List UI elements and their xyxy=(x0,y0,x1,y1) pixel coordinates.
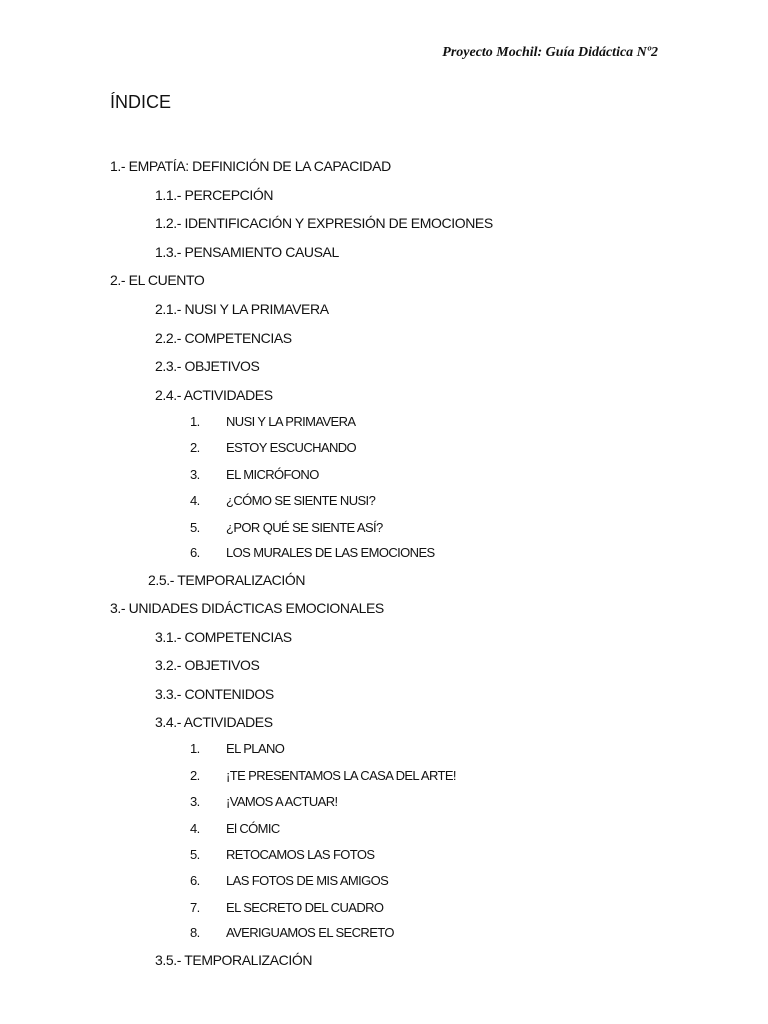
toc-entry xyxy=(190,440,356,455)
toc-entry xyxy=(190,545,435,560)
toc-entry-text: El CÓMIC xyxy=(226,821,280,836)
toc-entry-text: 1.2.- IDENTIFICACIÓN Y EXPRESIÓN DE EMOCIONES xyxy=(155,215,493,231)
toc-entry-number: 3. xyxy=(190,467,200,482)
toc-entry-number: 4. xyxy=(190,493,200,508)
toc-entry xyxy=(155,629,292,645)
toc-entry xyxy=(155,244,339,260)
toc-entry-number: 8. xyxy=(190,925,200,940)
toc-entry xyxy=(155,215,493,231)
toc-entry-text: 3.3.- CONTENIDOS xyxy=(155,686,274,702)
toc-entry-text: 2.5.- TEMPORALIZACIÓN xyxy=(148,572,306,588)
toc-entry-text: ¡TE PRESENTAMOS LA CASA DEL ARTE! xyxy=(226,768,456,783)
toc-entry-text: 2.4.- ACTIVIDADES xyxy=(155,387,273,403)
toc-entry-number: 6. xyxy=(190,545,200,560)
toc-entry xyxy=(190,467,319,482)
toc-entry-text: 3.- UNIDADES DIDÁCTICAS EMOCIONALES xyxy=(110,600,384,616)
toc-entry xyxy=(155,330,292,346)
toc-entry xyxy=(190,794,338,809)
toc-entry-number: 5. xyxy=(190,847,200,862)
toc-entry-text: ¿CÓMO SE SIENTE NUSI? xyxy=(226,493,376,508)
toc-entry-number: 1. xyxy=(190,414,200,429)
toc-entry xyxy=(190,493,375,508)
toc-entry xyxy=(190,925,394,940)
toc-entry-number: 6. xyxy=(190,873,200,888)
toc-entry-text: AVERIGUAMOS EL SECRETO xyxy=(226,925,394,940)
toc-entry-number: 5. xyxy=(190,520,200,535)
toc-entry xyxy=(155,714,273,730)
toc-entry xyxy=(190,768,456,783)
toc-entry-text: LAS FOTOS DE MIS AMIGOS xyxy=(226,873,389,888)
toc-entry xyxy=(190,414,356,429)
toc-entry-text: 2.- EL CUENTO xyxy=(110,272,205,288)
toc-entry-text: ESTOY ESCUCHANDO xyxy=(226,440,357,455)
toc-entry xyxy=(155,952,312,968)
toc-entry xyxy=(155,657,259,673)
toc-entry-number: 3. xyxy=(190,794,200,809)
toc-entry xyxy=(155,187,273,203)
toc-entry-text: LOS MURALES DE LAS EMOCIONES xyxy=(226,545,435,560)
toc-entry-number: 7. xyxy=(190,900,200,915)
toc-entry-text: EL SECRETO DEL CUADRO xyxy=(226,900,384,915)
toc-entry-text: 1.- EMPATÍA: DEFINICIÓN DE LA CAPACIDAD xyxy=(110,158,391,174)
toc-entry xyxy=(190,847,375,862)
toc-entry-number: 4. xyxy=(190,821,200,836)
toc-entry-text: 3.5.- TEMPORALIZACIÓN xyxy=(155,952,313,968)
toc-entry xyxy=(155,387,273,403)
toc-entry-number: 2. xyxy=(190,440,200,455)
toc-entry-text: RETOCAMOS LAS FOTOS xyxy=(226,847,375,862)
toc-entry xyxy=(110,158,391,174)
toc-entry-text: 1.3.- PENSAMIENTO CAUSAL xyxy=(155,244,339,260)
running-header: Proyecto Mochil: Guía Didáctica Nº2 xyxy=(442,45,658,60)
toc-entry-text: EL MICRÓFONO xyxy=(226,467,319,482)
toc-entry xyxy=(190,821,280,836)
toc-entry xyxy=(190,520,383,535)
toc-entry xyxy=(190,873,388,888)
toc-entry-text: EL PLANO xyxy=(226,741,285,756)
toc-entry-text: 1.1.- PERCEPCIÓN xyxy=(155,187,274,203)
toc-entry-text: 3.2.- OBJETIVOS xyxy=(155,657,260,673)
toc-entry xyxy=(155,301,329,317)
toc-entry xyxy=(148,572,305,588)
toc-entry-text: 2.2.- COMPETENCIAS xyxy=(155,330,292,346)
index-title: ÍNDICE xyxy=(110,92,172,112)
toc-entry xyxy=(110,600,384,616)
toc-entry-text: 2.3.- OBJETIVOS xyxy=(155,358,260,374)
toc-entry xyxy=(155,358,259,374)
toc-entry-number: 1. xyxy=(190,741,200,756)
toc-entry xyxy=(110,272,204,288)
toc-entry-text: ¿POR QUÉ SE SIENTE ASÍ? xyxy=(226,520,383,535)
toc-entry xyxy=(190,900,383,915)
toc-entry-number: 2. xyxy=(190,768,200,783)
toc-entry-text: NUSI Y LA PRIMAVERA xyxy=(226,414,356,429)
toc-entry-text: ¡VAMOS A ACTUAR! xyxy=(226,794,338,809)
toc-entry-text: 3.1.- COMPETENCIAS xyxy=(155,629,292,645)
toc-entry-text: 2.1.- NUSI Y LA PRIMAVERA xyxy=(155,301,329,317)
toc-entry xyxy=(155,686,274,702)
toc-entry xyxy=(190,741,284,756)
toc-entry-text: 3.4.- ACTIVIDADES xyxy=(155,714,273,730)
